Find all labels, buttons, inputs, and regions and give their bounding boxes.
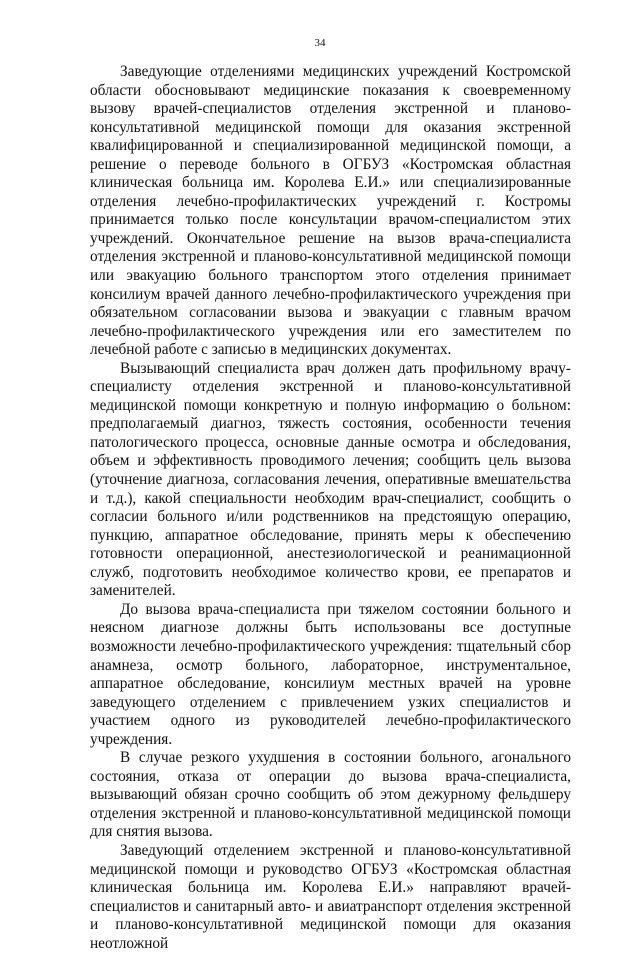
paragraph: Вызывающий специалиста врач должен дать профильному врачу-специалисту отделения экстренной и планово-консультативной медицинской помощи конкретную и полную информацию о больном: предполагаемый диагноз, тяжесть состояния, особенности течения патологического процесса, основные данные осмотра и обследования, объем и эффективность проводимого лечения; сообщить цель вызова (уточнение диагноза, согласования лечения, оперативные вмешательства и т.д.), какой специальности необходим врач-специалист, сообщить о согласии больного и/или родственников на предстоящую операцию, пункцию, аппаратное обследование, принять меры к обеспечению готовности операционной, анестезиологической и реанимационной служб, подготовить необходимое количество крови, ее препаратов и заменителей. — [90, 359, 571, 600]
paragraph: Заведующий отделением экстренной и планово-консультативной медицинской помощи и руководство ОГБУЗ «Костромская областная клиническая больница им. Королева Е.И.» направляют врачей-специалистов и санитарный авто- и авиатранспорт отделения экстренной и планово-консультативной медицинской помощи для оказания неотложной — [90, 841, 571, 952]
paragraph: До вызова врача-специалиста при тяжелом состоянии больного и неясном диагнозе должны быть использованы все доступные возможности лечебно-профилактического учреждения: тщательный сбор анамнеза, осмотр больного, лабораторное, инструментальное, аппаратное обследование, консилиум местных врачей на уровне заведующего отделением с привлечением узких специалистов и участием одного из руководителей лечебно-профилактического учреждения. — [90, 600, 571, 748]
body-text — [90, 63, 571, 953]
paragraph: В случае резкого ухудшения в состоянии больного, агонального состояния, отказа от операции до вызова врача-специалиста, вызывающий обязан срочно сообщить об этом дежурному фельдшеру отделения экстренной и планово-консультативной медицинской помощи для снятия вызова. — [90, 749, 571, 841]
paragraph: Заведующие отделениями медицинских учреждений Костромской области обосновывают медицинские показания к своевременному вызову врачей-специалистов отделения экстренной и планово-консультативной медицинской помощи для оказания экстренной квалифицированной и специализированной медицинской помощи, а решение о переводе больного в ОГБУЗ «Костромская областная клиническая больница им. Королева Е.И.» или специализированные отделения лечебно-профилактических учреждений г. Костромы принимается только после консультации врачом-специалистом этих учреждений. Окончательное решение на вызов врача-специалиста отделения экстренной и планово-консультативной медицинской помощи или эвакуацию больного транспортом этого отделения принимает консилиум врачей данного лечебно-профилактического учреждения при обязательном согласовании вызова и эвакуации с главным врачом лечебно-профилактического учреждения или его заместителем по лечебной работе с записью в медицинских документах. — [90, 63, 571, 359]
page-number: 34 — [314, 37, 326, 49]
